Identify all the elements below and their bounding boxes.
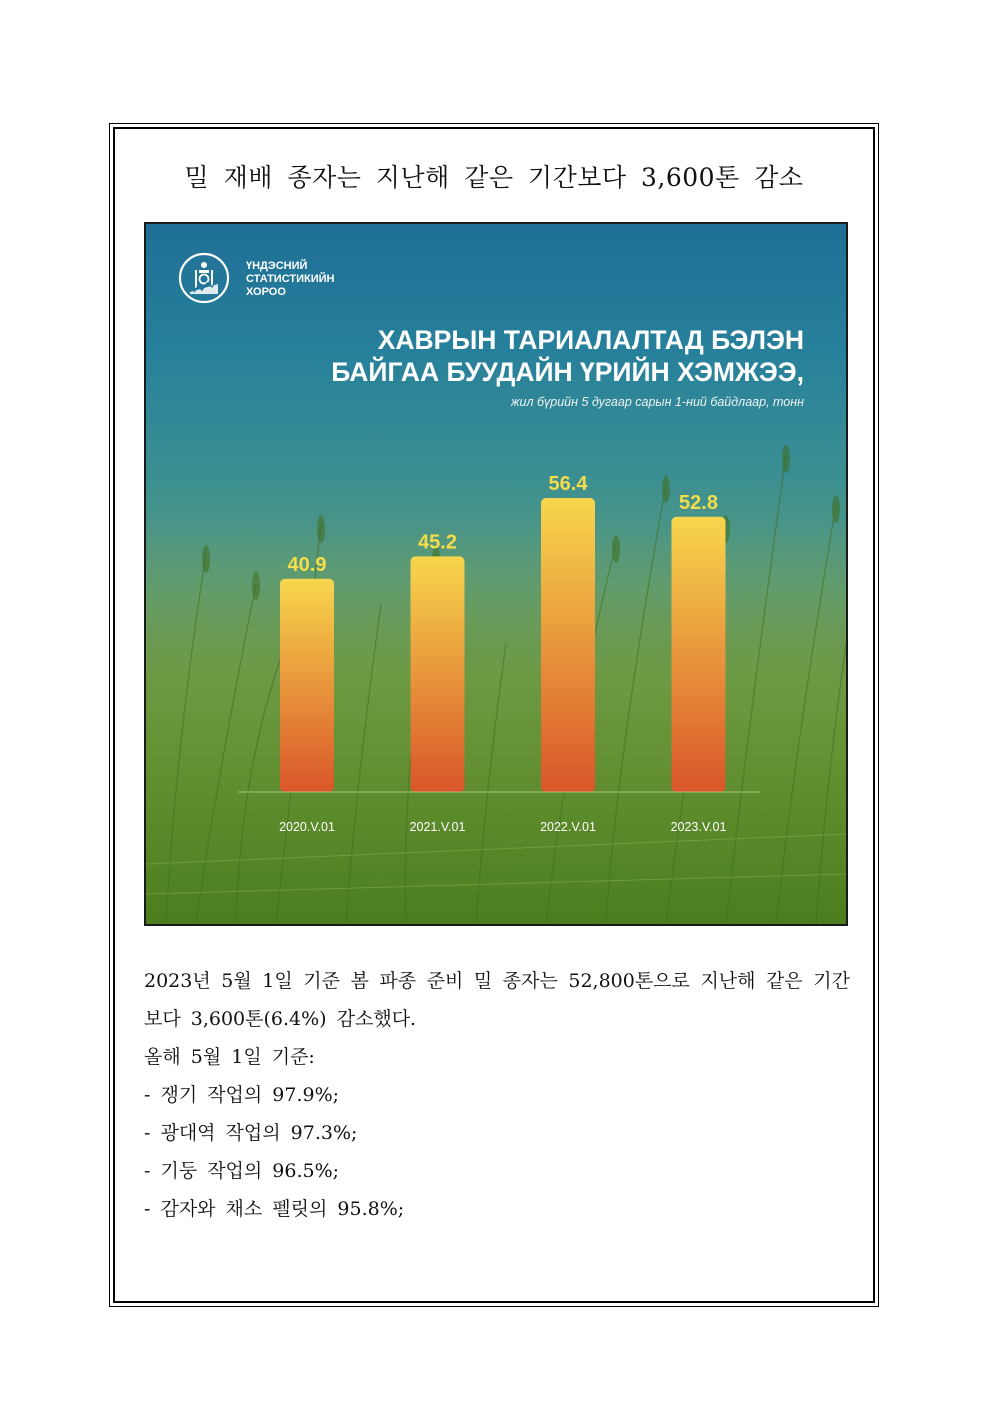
intro-line: 올해 5월 1일 기준:	[144, 1046, 315, 1068]
infographic-title-line: ХАВРЫН ТАРИАЛАЛТАД БЭЛЭН	[377, 325, 804, 355]
bar-2023.V.01	[672, 517, 726, 792]
category-label: 2022.V.01	[540, 820, 596, 834]
bar-2022.V.01	[541, 498, 595, 792]
category-label: 2021.V.01	[409, 820, 466, 834]
bar-2021.V.01	[411, 556, 465, 792]
value-label: 45.2	[418, 531, 457, 554]
document-body	[144, 962, 850, 1228]
agency-name-line: СТАТИСТИКИЙН	[246, 273, 335, 285]
summary-paragraph: 2023년 5월 1일 기준 봄 파종 준비 밀 종자는 52,800톤으로 지난해 같은 기간보다 3,600톤(6.4%) 감소했다.	[144, 970, 850, 1030]
bar-chart	[146, 224, 846, 924]
value-label: 52.8	[679, 491, 718, 514]
list-item: - 쟁기 작업의 97.9%;	[144, 1084, 340, 1106]
document-title: 밀 재배 종자는 지난해 같은 기간보다 3,600톤 감소	[184, 163, 804, 192]
infographic	[144, 222, 848, 926]
list-item: - 광대역 작업의 97.3%;	[144, 1122, 358, 1144]
list-item: - 기둥 작업의 96.5%;	[144, 1160, 340, 1182]
agency-name-line: ҮНДЭСНИЙ	[246, 260, 308, 272]
infographic-subtitle: жил бүрийн 5 дугаар сарын 1-ний байдлаар, тонн	[510, 395, 804, 409]
category-label: 2023.V.01	[670, 820, 727, 834]
agency-name-line: ХОРОО	[246, 286, 286, 298]
infographic-title-line: БАЙГАА БУУДАЙН ҮРИЙН ХЭМЖЭЭ,	[331, 357, 804, 387]
value-label: 40.9	[287, 553, 327, 576]
list-item: - 감자와 채소 펠릿의 95.8%;	[144, 1198, 405, 1220]
category-label: 2020.V.01	[279, 820, 335, 834]
value-label: 56.4	[548, 473, 588, 495]
bar-2020.V.01	[280, 579, 334, 792]
